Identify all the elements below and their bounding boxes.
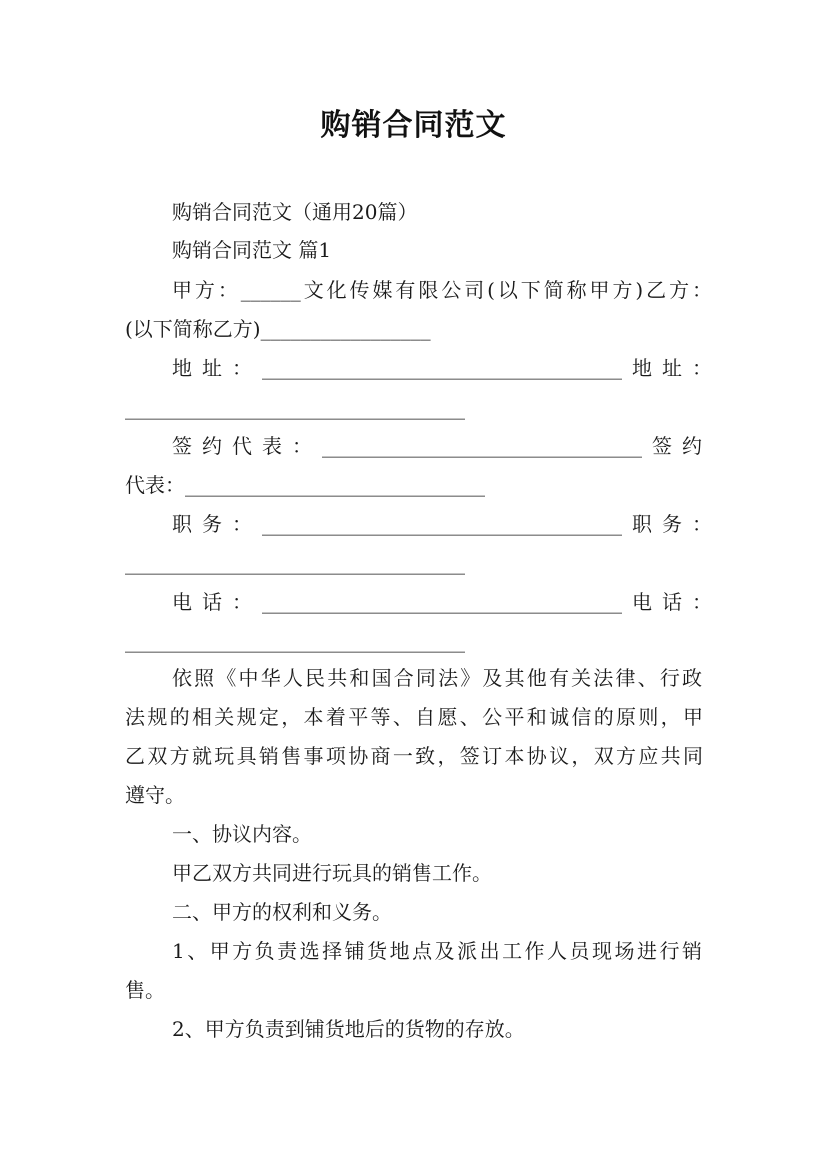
signatory-continued-line: 代表：______________________________: [125, 473, 485, 497]
clause-item-continued: 售。: [125, 978, 165, 1002]
party-a-line: 甲方：______文化传媒有限公司(以下简称甲方)乙方：: [172, 278, 712, 302]
clause-item: 2、甲方负责到铺货地后的货物的存放。: [172, 1017, 525, 1041]
party-b-line: (以下简称乙方)_________________: [125, 317, 431, 341]
address-blank-line: __________________________________: [125, 396, 465, 420]
position-blank-line: __________________________________: [125, 551, 465, 575]
section-heading: 购销合同范文 篇1: [172, 238, 332, 262]
clause-text: 甲乙双方共同进行玩具的销售工作。: [172, 861, 492, 885]
clause-item: 1、甲方负责选择铺货地点及派出工作人员现场进行销: [172, 939, 702, 963]
document-title: 购销合同范文: [320, 108, 507, 143]
signatory-line: 签约代表：________________________________签约: [172, 434, 702, 458]
phone-blank-line: __________________________________: [125, 629, 465, 653]
address-line: 地址：____________________________________地址：: [172, 356, 712, 380]
paragraph-line: 依照《中华人民共和国合同法》及其他有关法律、行政: [172, 666, 702, 690]
subtitle-line: 购销合同范文（通用20篇）: [172, 200, 418, 224]
phone-line: 电话：____________________________________电话：: [172, 590, 712, 614]
paragraph-line: 遵守。: [125, 783, 185, 807]
clause-heading: 一、协议内容。: [172, 822, 312, 846]
paragraph-line: 法规的相关规定，本着平等、自愿、公平和诚信的原则，甲: [125, 705, 703, 729]
position-line: 职务：____________________________________职务：: [172, 512, 712, 536]
paragraph-line: 乙双方就玩具销售事项协商一致，签订本协议，双方应共同: [125, 744, 703, 768]
clause-heading: 二、甲方的权利和义务。: [172, 900, 392, 924]
